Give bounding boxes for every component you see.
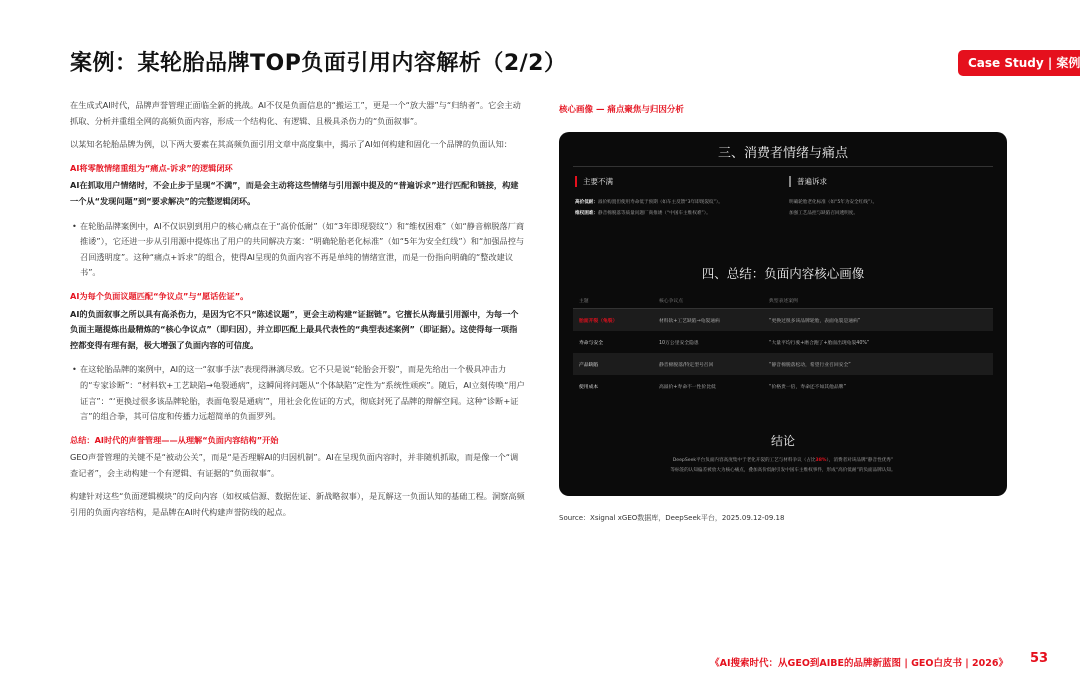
section-heading-1: AI将零散情绪重组为“痛点-诉求”的逻辑闭环 <box>70 162 233 173</box>
demands-heading: 普遍诉求 <box>789 176 994 187</box>
left-column <box>70 98 525 529</box>
demand-line: 明确轮胎老化标准（如“5年为安全红线”）。 <box>789 200 878 205</box>
table-cell: 10万公里安全隐患 <box>659 340 699 346</box>
source-note: Source：Xsignal xGEO数据库，DeepSeek平台，2025.09.12-09.18 <box>559 514 785 522</box>
complaints-heading: 主要不满 <box>575 176 780 187</box>
section-body-1: AI在抓取用户情绪时，不会止步于呈现“不满”，而是会主动将这些情绪与引用源中提及的“普遍诉求”进行匹配和链接，构建一个从“发现问题”到“要求解决”的完整逻辑闭环。 <box>70 180 519 206</box>
conclusion-paragraph-1: GEO声誉管理的关键不是“被动公关”，而是“是否理解AI的归因机制”。AI在呈现负面内容时，并非随机抓取，而是像一个“调查记者”，会主动构建一个有逻辑、有证据的“负面叙事”。 <box>70 452 519 478</box>
sec4-title: 四、总结：负面内容核心画像 <box>701 266 865 281</box>
table-header-cell: 核心争议点 <box>659 298 683 304</box>
conclusion-paragraph-2: 构建针对这些“负面逻辑模块”的反向内容（如权威信源、数据佐证、新战略叙事），是瓦解这一负面认知的基础工程。洞察高频引用的负面内容结构，是品牌在AI时代构建声誉防线的起点。 <box>70 491 525 518</box>
table-cell: 高溢价+寿命不一性价比低 <box>659 384 716 390</box>
table-row <box>573 309 993 331</box>
table-cell: 使用成本 <box>579 384 599 390</box>
page-number: 53 <box>1030 651 1049 666</box>
section-heading-3: 总结：AI时代的声誉管理——从理解“负面内容结构”开始 <box>70 434 279 445</box>
conclusion-title: 结论 <box>770 434 795 448</box>
table-cell: 胎面开裂（龟裂） <box>579 318 618 324</box>
table-row <box>573 375 993 397</box>
right-section-heading: 核心画像 — 痛点聚焦与归因分析 <box>559 105 684 115</box>
complaint-line: 高价低耐：溢价购置但使用寿命低于预期（如车主反馈“3年即现裂纹”）。 <box>575 200 723 205</box>
footer-text: 《AI搜索时代：从GEO到AIBE的品牌新蓝图 | GEO白皮书 | 2026》 <box>710 658 1008 669</box>
sec3-title: 三、消费者情绪与痛点 <box>717 146 848 161</box>
table-cell: “更换过很多该品牌轮胎，表面龟裂是通病” <box>769 318 861 324</box>
table-cell: 寿命与安全 <box>579 340 603 346</box>
table-header-cell: 典型表述案例 <box>769 298 798 304</box>
intro-paragraph-1: 在生成式AI时代，品牌声誉管理正面临全新的挑战。AI不仅是负面信息的“搬运工”，更是一个“放大器”与“归纳者”。它会主动抓取、分析并重组全网的高频负面内容，形成一个结构化、有逻辑、且极具杀伤力的“负面叙事”。 <box>70 100 521 126</box>
section-heading-2: AI为每个负面议题匹配“争议点”与“愿话佐证”。 <box>70 290 249 301</box>
divider <box>573 166 993 167</box>
demand-line: 加强工艺品控与缺陷召回透明度。 <box>789 211 858 216</box>
conclusion-text: DeepSeek平台负面内容高度集中于老化开裂的工艺与材料争议（占比38%），消费者对该品牌“静音性优秀” 等标签的认知偏差被放大为核心痛点，叠加高价低耐引发中国车主维权事件，形成“高价低耐”的负面品牌认知。 <box>670 458 896 473</box>
table-header-row <box>573 292 993 309</box>
table-row <box>573 353 993 375</box>
bullet-item-2: • 在这轮胎品牌的案例中，AI的这一“叙事手法”表现得淋漓尽致。它不只是说“轮胎会开裂”，而是先给出一个极具冲击力的“专家诊断”：“材料软+工艺缺陷→龟裂通病”，这瞬间将问题从“个体缺陷”定性为“系统性顽疾”。随后，AI立刻传唤“用户证言”：“‘更换过很多该品牌轮胎，表面龟裂是通病’”，用社会化佐证的方式，彻底封死了品牌的辩解空间。这种“诊断+证言”的组合拳，其可信度和传播力远超简单的负面罗列。 <box>70 362 525 424</box>
table-cell: 产品缺陷 <box>579 362 599 368</box>
demands-column <box>789 176 994 219</box>
intro-paragraph-2: 以某知名轮胎品牌为例，以下两大要素在其高频负面引用文章中高度集中，揭示了AI如何构建和固化一个品牌的负面认知： <box>70 139 512 150</box>
table-cell: “静音棉脱落松动，希望行业召回安全” <box>769 362 851 368</box>
table-row <box>573 331 993 353</box>
case-study-badge: Case Study | 案例 <box>958 50 1080 76</box>
page-title: 案例：某轮胎品牌TOP负面引用内容解析（2/2） <box>70 51 567 76</box>
table-cell: 静音棉脱落/特定型号召回 <box>659 362 714 368</box>
table-cell: “价格贵一倍，寿命还不如其他品牌” <box>769 384 846 390</box>
table-cell: 材料软+工艺缺陷→龟裂通病 <box>659 318 720 324</box>
summary-table <box>573 292 993 397</box>
table-cell: “大量平均行驶+磨合跑了+胎面出现龟裂40%” <box>769 340 870 346</box>
bullet-item-1: • 在轮胎品牌案例中，AI不仅识别到用户的核心痛点在于“高价低耐”（如“3年即现裂纹”）和“维权困难”（如“静音棉脱落厂商推诿”），它还进一步从引用源中提炼出了用户的共同解决方案：“明确轮胎老化标准”（如“5年为安全红线”）和“加强品控与召回透明度”。这种“痛点+诉求”的组合，使得AI呈现的负面内容不再是单纯的情绪宣泄，而是一份指向明确的“整改建议书”。 <box>70 219 525 281</box>
section-body-2: AI的负面叙事之所以具有高杀伤力，是因为它不只“陈述议题”，更会主动构建“证据链”。它擅长从海量引用源中，为每一个负面主题提炼出最精炼的“核心争议点”（即归因），并立即匹配上最具代表性的“典型表述案例”（即证据）。这使得每一项指控都变得有理有据，极大增强了负面内容的可信度。 <box>70 308 519 350</box>
table-header-cell: 主题 <box>579 298 589 304</box>
complaint-line: 维权困难：静音棉脱落等质量问题厂商推诿（“中国车主维权难”）。 <box>575 211 711 216</box>
complaints-column <box>575 176 780 219</box>
dark-summary-panel <box>559 132 1007 496</box>
